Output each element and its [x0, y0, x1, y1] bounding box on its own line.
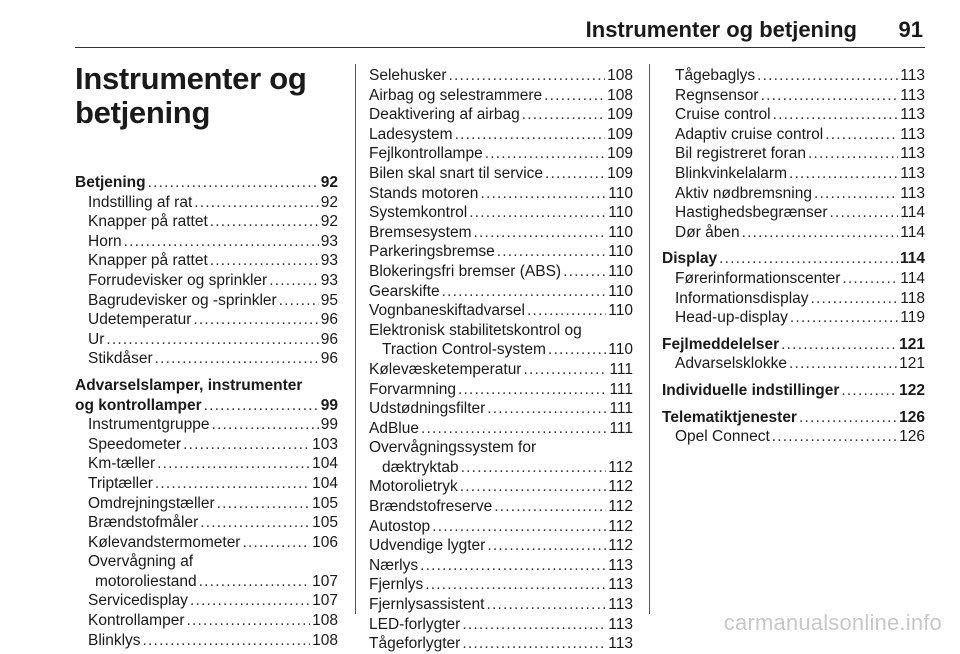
- toc-entry[interactable]: Førerinformationscenter ..... 114: [662, 269, 925, 289]
- toc-entry[interactable]: Forrudevisker og sprinkler ..... 93: [75, 271, 338, 291]
- toc-entry[interactable]: Kølevæsketemperatur ..... 111: [369, 360, 633, 380]
- toc-section[interactable]: Fejlmeddelelser ..... 121: [662, 335, 925, 355]
- toc-entry[interactable]: Fjernlysassistent ..... 113: [369, 595, 633, 615]
- toc-entry[interactable]: Overvågning af motoroliestand ..... 107: [75, 552, 338, 591]
- toc-entry[interactable]: Head-up-display ..... 119: [662, 308, 925, 328]
- toc-entry[interactable]: Selehusker ..... 108: [369, 66, 633, 86]
- toc-entry[interactable]: Bagrudevisker og -sprinkler ..... 95: [75, 291, 338, 311]
- toc-entry[interactable]: Bil registreret foran ..... 113: [662, 144, 925, 164]
- toc-entry[interactable]: Km-tæller ..... 104: [75, 454, 338, 474]
- toc-entry[interactable]: Udstødningsfilter ..... 111: [369, 399, 633, 419]
- toc-entry[interactable]: Blinklys ..... 108: [75, 631, 338, 651]
- header-page-number: 91: [898, 17, 923, 42]
- toc-entry[interactable]: Bremsesystem ..... 110: [369, 223, 633, 243]
- toc-entry[interactable]: Forvarmning ..... 111: [369, 380, 633, 400]
- toc-entry[interactable]: AdBlue ..... 111: [369, 419, 633, 439]
- toc-entry[interactable]: Fejlkontrollampe ..... 109: [369, 144, 633, 164]
- toc-entry[interactable]: Nærlys ..... 113: [369, 556, 633, 576]
- toc-entry[interactable]: Vognbaneskiftadvarsel ..... 110: [369, 301, 633, 321]
- toc-entry[interactable]: Deaktivering af airbag ..... 109: [369, 105, 633, 125]
- toc-column-1: [75, 173, 338, 650]
- header-title: Instrumenter og betjening: [585, 17, 857, 42]
- toc-entry[interactable]: Overvågningssystem for dæktryktab ..... 112: [369, 438, 633, 477]
- toc-entry[interactable]: Airbag og selestrammere ..... 108: [369, 86, 633, 106]
- toc-entry[interactable]: Autostop ..... 112: [369, 517, 633, 537]
- toc-entry[interactable]: Instrumentgruppe ..... 99: [75, 415, 338, 435]
- toc-entry[interactable]: Ladesystem ..... 109: [369, 125, 633, 145]
- toc-entry[interactable]: Regnsensor ..... 113: [662, 86, 925, 106]
- toc-entry[interactable]: Udetemperatur ..... 96: [75, 310, 338, 330]
- toc-entry[interactable]: Hastighedsbegrænser ..... 114: [662, 203, 925, 223]
- toc-entry[interactable]: Adaptiv cruise control ..... 113: [662, 125, 925, 145]
- toc-entry[interactable]: Udvendige lygter ..... 112: [369, 536, 633, 556]
- column-divider: [649, 64, 650, 614]
- toc-entry[interactable]: Ur ..... 96: [75, 330, 338, 350]
- chapter-title: Instrumenter og betjening: [75, 61, 307, 130]
- toc-entry[interactable]: Triptæller ..... 104: [75, 474, 338, 494]
- toc-section[interactable]: Telematiktjenester ..... 126: [662, 408, 925, 428]
- toc-section[interactable]: Individuelle indstillinger ..... 122: [662, 381, 925, 401]
- toc-entry[interactable]: Tågeforlygter ..... 113: [369, 634, 633, 654]
- toc-entry[interactable]: Motorolietryk ..... 112: [369, 477, 633, 497]
- page-header: [75, 0, 925, 48]
- toc-section[interactable]: Advarselslamper, instrumenter og kontrollamper ..... 99: [75, 376, 338, 415]
- toc-entry[interactable]: Knapper på rattet ..... 92: [75, 212, 338, 232]
- toc-entry[interactable]: Blokeringsfri bremser (ABS) ..... 110: [369, 262, 633, 282]
- toc-column-3: [662, 66, 925, 447]
- toc-entry[interactable]: Speedometer ..... 103: [75, 435, 338, 455]
- toc-entry[interactable]: Dør åben ..... 114: [662, 223, 925, 243]
- toc-entry[interactable]: Elektronisk stabilitetskontrol og Traction Control-system ..... 110: [369, 321, 633, 360]
- toc-entry[interactable]: Opel Connect ..... 126: [662, 427, 925, 447]
- toc-entry[interactable]: Kontrollamper ..... 108: [75, 611, 338, 631]
- toc-entry[interactable]: Stands motoren ..... 110: [369, 184, 633, 204]
- toc-entry[interactable]: Advarselsklokke ..... 121: [662, 354, 925, 374]
- toc-entry[interactable]: LED-forlygter ..... 113: [369, 615, 633, 635]
- toc-section[interactable]: Display ..... 114: [662, 249, 925, 269]
- toc-entry[interactable]: Knapper på rattet ..... 93: [75, 251, 338, 271]
- toc-entry[interactable]: Informationsdisplay ..... 118: [662, 289, 925, 309]
- toc-entry[interactable]: Brændstofreserve ..... 112: [369, 497, 633, 517]
- toc-section[interactable]: Betjening ..... 92: [75, 173, 338, 193]
- toc-entry[interactable]: Aktiv nødbremsning ..... 113: [662, 184, 925, 204]
- toc-entry[interactable]: Bilen skal snart til service ..... 109: [369, 164, 633, 184]
- toc-entry[interactable]: Gearskifte ..... 110: [369, 282, 633, 302]
- toc-entry[interactable]: Stikdåser ..... 96: [75, 349, 338, 369]
- toc-entry[interactable]: Cruise control ..... 113: [662, 105, 925, 125]
- toc-column-2: [369, 66, 633, 654]
- toc-entry[interactable]: Horn ..... 93: [75, 232, 338, 252]
- toc-entry[interactable]: Servicedisplay ..... 107: [75, 591, 338, 611]
- watermark: carmanualsonline.info: [723, 610, 942, 635]
- toc-entry[interactable]: Parkeringsbremse ..... 110: [369, 242, 633, 262]
- toc-entry[interactable]: Indstilling af rat ..... 92: [75, 193, 338, 213]
- toc-entry[interactable]: Fjernlys ..... 113: [369, 575, 633, 595]
- toc-entry[interactable]: Kølevandstermometer ..... 106: [75, 533, 338, 553]
- toc-entry[interactable]: Blinkvinkelalarm ..... 113: [662, 164, 925, 184]
- column-divider: [355, 64, 356, 614]
- toc-entry[interactable]: Omdrejningstæller ..... 105: [75, 494, 338, 514]
- toc-entry[interactable]: Systemkontrol ..... 110: [369, 203, 633, 223]
- toc-entry[interactable]: Tågebaglys ..... 113: [662, 66, 925, 86]
- toc-entry[interactable]: Brændstofmåler ..... 105: [75, 513, 338, 533]
